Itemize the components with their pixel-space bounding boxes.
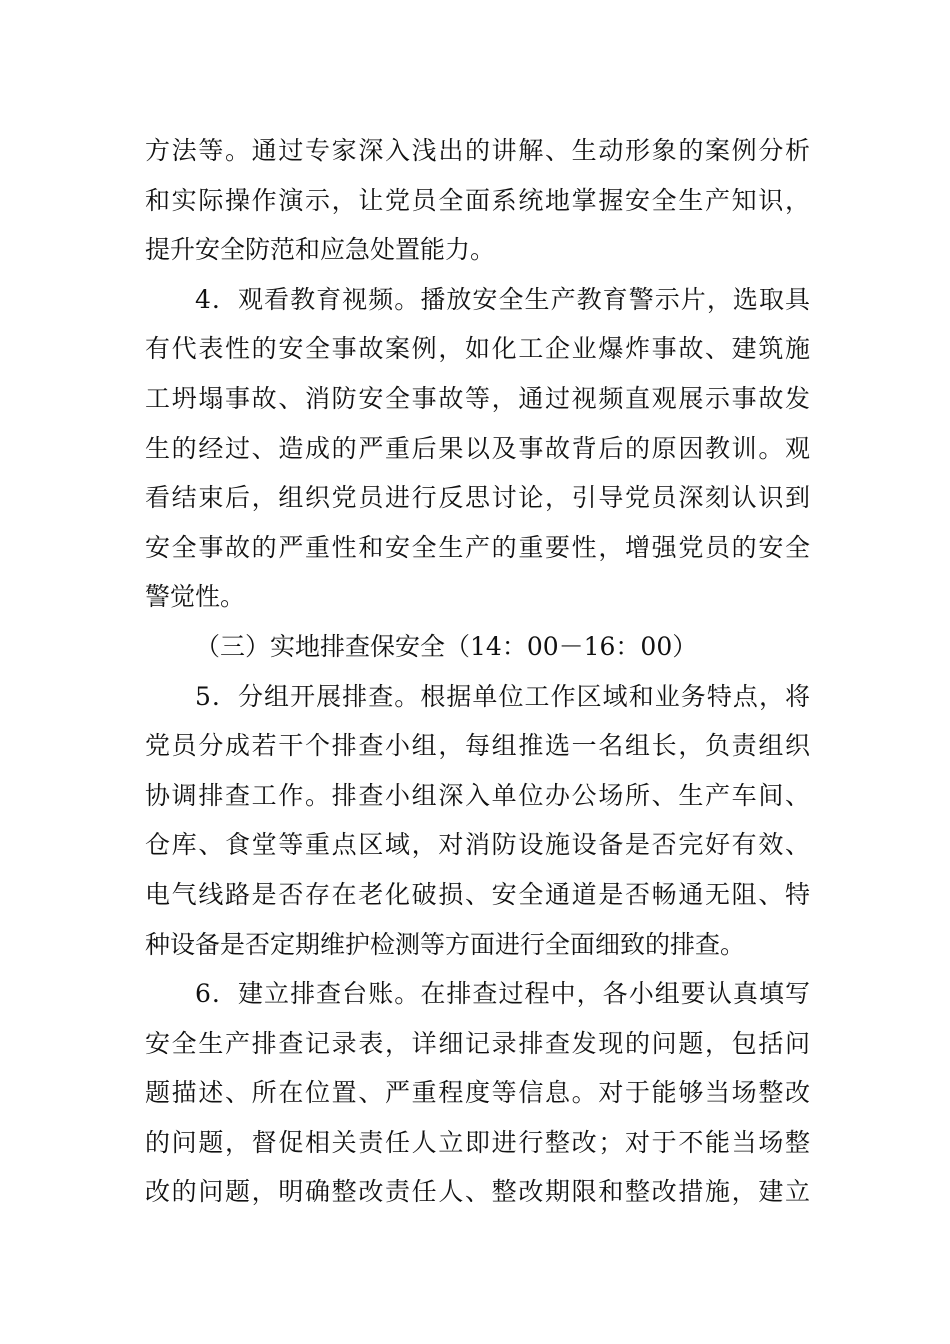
text-line: 提升安全防范和应急处置能力。 bbox=[145, 235, 496, 265]
text-line: 有代表性的安全事故案例，如化工企业爆炸事故、建筑施 bbox=[145, 334, 810, 364]
text-line: 工坍塌事故、消防安全事故等，通过视频直观展示事故发 bbox=[145, 383, 810, 413]
text-line: 安全生产排查记录表，详细记录排查发现的问题，包括问 bbox=[145, 1028, 810, 1058]
text-line: 看结束后，组织党员进行反思讨论，引导党员深刻认识到 bbox=[145, 483, 810, 513]
text-line: 改的问题，明确整改责任人、整改期限和整改措施，建立 bbox=[145, 1177, 810, 1207]
text-line: 方法等。通过专家深入浅出的讲解、生动形象的案例分析 bbox=[145, 136, 810, 165]
text-line: 4．观看教育视频。播放安全生产教育警示片，选取具 bbox=[195, 284, 810, 314]
text-line: 协调排查工作。排查小组深入单位办公场所、生产车间、 bbox=[145, 780, 810, 810]
text-line: 党员分成若干个排查小组，每组推选一名组长，负责组织 bbox=[145, 731, 810, 761]
text-line: 仓库、食堂等重点区域，对消防设施设备是否完好有效、 bbox=[145, 830, 810, 860]
text-line: 安全事故的严重性和安全生产的重要性，增强党员的安全 bbox=[145, 532, 810, 562]
body-text bbox=[145, 126, 810, 1217]
text-line: 和实际操作演示，让党员全面系统地掌握安全生产知识， bbox=[145, 185, 810, 215]
text-line: 6．建立排查台账。在排查过程中，各小组要认真填写 bbox=[195, 979, 810, 1009]
text-line: 生的经过、造成的严重后果以及事故背后的原因教训。观 bbox=[145, 433, 810, 463]
text-line: 题描述、所在位置、严重程度等信息。对于能够当场整改 bbox=[145, 1078, 810, 1108]
section-heading: （三）实地排查保安全（14：00－16：00） bbox=[195, 631, 698, 661]
text-line: 警觉性。 bbox=[145, 582, 246, 612]
text-line: 电气线路是否存在老化破损、安全通道是否畅通无阻、特 bbox=[145, 879, 810, 909]
text-line: 5．分组开展排查。根据单位工作区域和业务特点，将 bbox=[195, 681, 810, 711]
text-line: 的问题，督促相关责任人立即进行整改；对于不能当场整 bbox=[145, 1127, 810, 1157]
text-line: 种设备是否定期维护检测等方面进行全面细致的排查。 bbox=[145, 929, 746, 959]
